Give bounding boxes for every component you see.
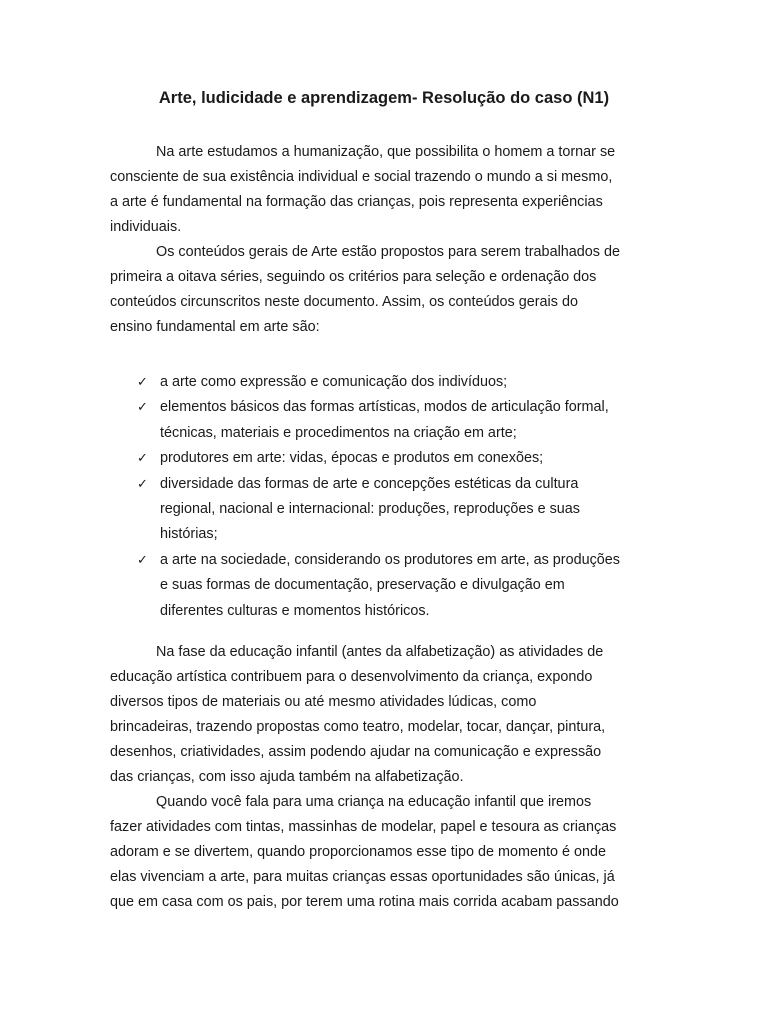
- paragraph-line: ensino fundamental em arte são:: [110, 319, 320, 335]
- checkmark-icon: ✓: [137, 552, 148, 568]
- paragraph-line: conteúdos circunscritos neste documento. Assim, os conteúdos gerais do: [110, 294, 578, 310]
- paragraph-line: Na fase da educação infantil (antes da alfabetização) as atividades de: [156, 644, 604, 660]
- checkmark-icon: ✓: [137, 400, 148, 416]
- checklist-line: diversidade das formas de arte e concepções estéticas da cultura: [160, 475, 579, 492]
- content-checklist: [110, 370, 670, 624]
- paragraph-line: a arte é fundamental na formação das crianças, pois representa experiências: [110, 194, 603, 210]
- checklist-item: [110, 472, 670, 548]
- paragraph-3: [110, 640, 658, 790]
- paragraph-line: que em casa com os pais, por terem uma rotina mais corrida acabam passando: [110, 894, 619, 910]
- paragraph-line: Quando você fala para uma criança na educação infantil que iremos: [156, 794, 592, 810]
- paragraph-line: fazer atividades com tintas, massinhas de modelar, papel e tesoura as crianças: [110, 819, 617, 835]
- document-title: Arte, ludicidade e aprendizagem- Resolução do caso (N1): [158, 89, 610, 107]
- paragraph-1: [110, 140, 658, 240]
- checklist-line: técnicas, materiais e procedimentos na criação em arte;: [160, 424, 517, 441]
- checkmark-icon: ✓: [137, 375, 148, 390]
- paragraph-line: brincadeiras, trazendo propostas como teatro, modelar, tocar, dançar, pintura,: [110, 719, 606, 735]
- paragraph-line: Os conteúdos gerais de Arte estão propostos para serem trabalhados de: [156, 244, 620, 260]
- checklist-line: e suas formas de documentação, preservação e divulgação em: [160, 577, 565, 594]
- paragraph-line: desenhos, criatividades, assim podendo ajudar na comunicação e expressão: [110, 744, 602, 760]
- paragraph-line: adoram e se divertem, quando proporcionamos esse tipo de momento é onde: [110, 844, 606, 860]
- checklist-item: [110, 370, 670, 395]
- checklist-line: a arte na sociedade, considerando os produtores em arte, as produções: [160, 551, 620, 568]
- checkmark-icon: ✓: [137, 476, 148, 492]
- paragraph-line: Na arte estudamos a humanização, que possibilita o homem a tornar se: [156, 144, 616, 160]
- checkmark-icon: ✓: [137, 451, 148, 467]
- paragraph-line: consciente de sua existência individual e social trazendo o mundo a si mesmo,: [110, 169, 613, 185]
- checklist-line: histórias;: [160, 526, 218, 543]
- paragraph-line: elas vivenciam a arte, para muitas crianças essas oportunidades são únicas, já: [110, 869, 615, 885]
- paragraph-2: [110, 240, 658, 340]
- checklist-line: a arte como expressão e comunicação dos indivíduos;: [160, 374, 508, 390]
- checklist-item: [110, 395, 670, 446]
- paragraph-line: das crianças, com isso ajuda também na alfabetização.: [110, 769, 464, 785]
- paragraph-line: primeira a oitava séries, seguindo os critérios para seleção e ordenação dos: [110, 269, 597, 285]
- checklist-line: elementos básicos das formas artísticas, modos de articulação formal,: [160, 399, 609, 416]
- paragraph-line: individuais.: [110, 219, 182, 235]
- checklist-line: diferentes culturas e momentos históricos.: [160, 602, 430, 619]
- checklist-line: regional, nacional e internacional: produções, reproduções e suas: [160, 501, 580, 518]
- paragraph-4: [110, 790, 658, 915]
- checklist-item: [110, 548, 670, 624]
- checklist-line: produtores em arte: vidas, épocas e produtos em conexões;: [160, 450, 544, 467]
- paragraph-line: diversos tipos de materiais ou até mesmo atividades lúdicas, como: [110, 694, 537, 710]
- checklist-item: [110, 446, 670, 471]
- paragraph-line: educação artística contribuem para o desenvolvimento da criança, expondo: [110, 669, 593, 685]
